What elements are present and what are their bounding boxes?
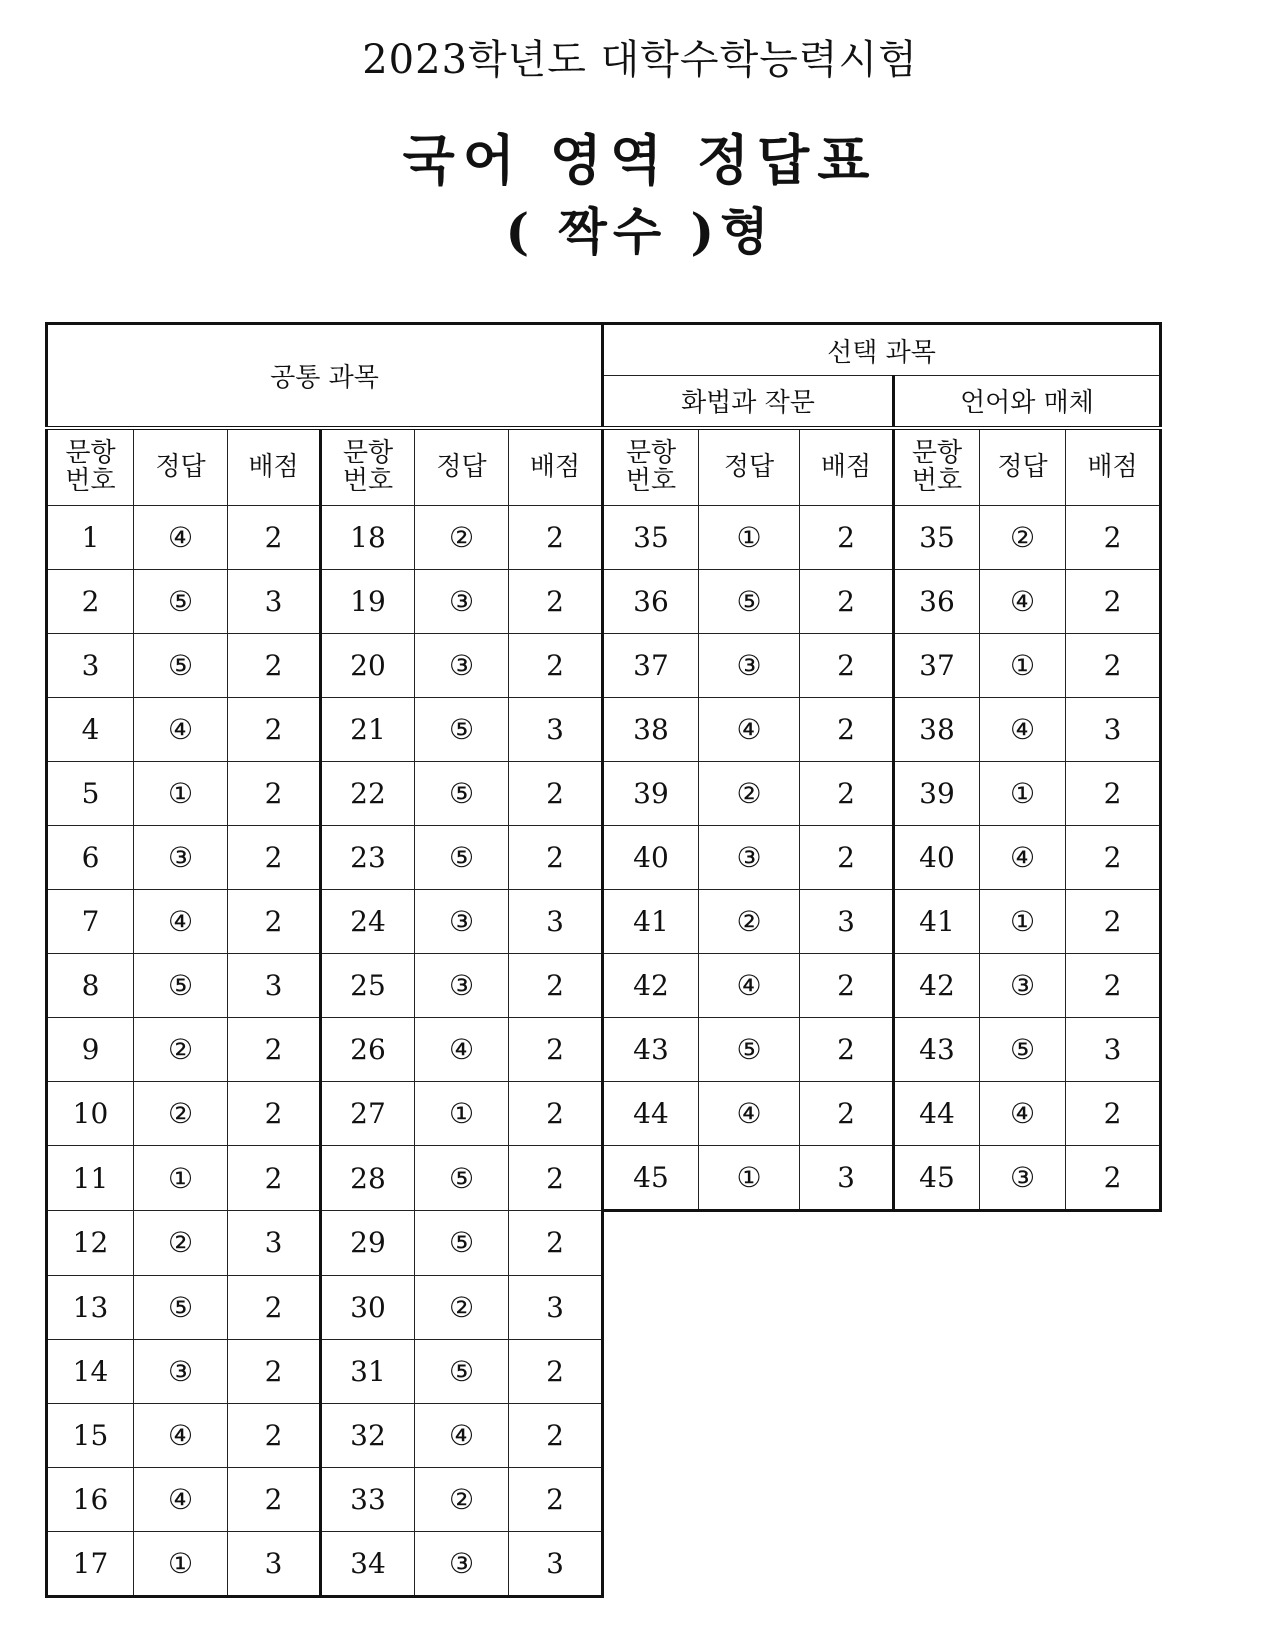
table-row bbox=[47, 1146, 1161, 1211]
speech-writing-score-cell: 2 bbox=[800, 634, 894, 698]
common-right-score-cell: 3 bbox=[509, 1531, 603, 1596]
empty-cell bbox=[1066, 1403, 1161, 1467]
speech-writing-answer-cell: ② bbox=[699, 762, 800, 826]
common-left-score-header: 배점 bbox=[228, 428, 321, 506]
language-media-score-cell: 3 bbox=[1066, 1018, 1161, 1082]
speech-writing-answer-cell: ⑤ bbox=[699, 1018, 800, 1082]
speech-writing-score-cell: 2 bbox=[800, 762, 894, 826]
common-left-answer-cell: ④ bbox=[134, 1467, 228, 1531]
empty-cell bbox=[980, 1531, 1066, 1596]
common-left-number-cell: 8 bbox=[47, 954, 134, 1018]
language-media-number-cell: 44 bbox=[894, 1082, 980, 1146]
empty-cell bbox=[699, 1531, 800, 1596]
common-left-score-cell: 2 bbox=[228, 1467, 321, 1531]
common-left-score-cell: 2 bbox=[228, 698, 321, 762]
empty-cell bbox=[800, 1403, 894, 1467]
exam-title: 2023학년도 대학수학능력시험 bbox=[362, 37, 918, 83]
speech-writing-number-cell: 41 bbox=[603, 890, 699, 954]
language-media-score-header: 배점 bbox=[1066, 428, 1161, 506]
empty-cell bbox=[894, 1403, 980, 1467]
empty-cell bbox=[699, 1211, 800, 1276]
empty-cell bbox=[980, 1467, 1066, 1531]
common-right-number-cell: 25 bbox=[321, 954, 415, 1018]
common-left-score-cell: 2 bbox=[228, 506, 321, 570]
table-row bbox=[47, 1467, 1161, 1531]
common-left-number-cell: 15 bbox=[47, 1403, 134, 1467]
table-row bbox=[47, 826, 1161, 890]
common-left-number-cell: 5 bbox=[47, 762, 134, 826]
common-right-number-header: 문항 번호 bbox=[321, 428, 415, 506]
table-row bbox=[47, 634, 1161, 698]
common-right-score-cell: 3 bbox=[509, 890, 603, 954]
speech-writing-number-cell: 45 bbox=[603, 1146, 699, 1211]
empty-cell bbox=[800, 1531, 894, 1596]
speech-writing-answer-cell: ④ bbox=[699, 1082, 800, 1146]
language-media-answer-cell: ④ bbox=[980, 698, 1066, 762]
language-media-score-cell: 2 bbox=[1066, 762, 1161, 826]
common-right-answer-cell: ⑤ bbox=[415, 826, 509, 890]
common-subject-header: 공통 과목 bbox=[47, 324, 603, 428]
common-right-score-cell: 2 bbox=[509, 1018, 603, 1082]
empty-cell bbox=[800, 1211, 894, 1276]
common-right-number-cell: 24 bbox=[321, 890, 415, 954]
language-media-number-cell: 37 bbox=[894, 634, 980, 698]
common-left-number-cell: 7 bbox=[47, 890, 134, 954]
speech-writing-answer-cell: ① bbox=[699, 506, 800, 570]
language-media-number-header: 문항 번호 bbox=[894, 428, 980, 506]
common-right-number-cell: 27 bbox=[321, 1082, 415, 1146]
speech-writing-score-cell: 2 bbox=[800, 954, 894, 1018]
common-left-score-cell: 3 bbox=[228, 954, 321, 1018]
table-row bbox=[47, 1082, 1161, 1146]
empty-cell bbox=[800, 1339, 894, 1403]
language-media-score-cell: 2 bbox=[1066, 1082, 1161, 1146]
common-left-answer-cell: ② bbox=[134, 1018, 228, 1082]
language-media-answer-cell: ④ bbox=[980, 570, 1066, 634]
common-left-answer-cell: ④ bbox=[134, 698, 228, 762]
empty-cell bbox=[894, 1467, 980, 1531]
speech-writing-score-cell: 2 bbox=[800, 698, 894, 762]
speech-writing-answer-cell: ④ bbox=[699, 698, 800, 762]
language-media-number-cell: 36 bbox=[894, 570, 980, 634]
table-row bbox=[47, 506, 1161, 570]
common-left-score-cell: 2 bbox=[228, 1082, 321, 1146]
common-right-answer-cell: ③ bbox=[415, 1531, 509, 1596]
language-media-answer-cell: ① bbox=[980, 634, 1066, 698]
empty-cell bbox=[1066, 1211, 1161, 1276]
common-left-number-cell: 16 bbox=[47, 1467, 134, 1531]
common-right-number-cell: 30 bbox=[321, 1275, 415, 1339]
table-row bbox=[47, 1275, 1161, 1339]
speech-writing-score-header: 배점 bbox=[800, 428, 894, 506]
empty-cell bbox=[894, 1275, 980, 1339]
common-right-score-cell: 2 bbox=[509, 762, 603, 826]
common-left-number-cell: 14 bbox=[47, 1339, 134, 1403]
empty-cell bbox=[980, 1211, 1066, 1276]
empty-cell bbox=[894, 1339, 980, 1403]
common-left-answer-cell: ⑤ bbox=[134, 954, 228, 1018]
language-media-answer-cell: ③ bbox=[980, 954, 1066, 1018]
table-row bbox=[47, 762, 1161, 826]
common-right-number-cell: 21 bbox=[321, 698, 415, 762]
common-left-number-cell: 4 bbox=[47, 698, 134, 762]
common-right-number-cell: 32 bbox=[321, 1403, 415, 1467]
empty-cell bbox=[980, 1403, 1066, 1467]
common-right-score-cell: 2 bbox=[509, 1467, 603, 1531]
common-left-number-header: 문항 번호 bbox=[47, 428, 134, 506]
common-right-answer-cell: ② bbox=[415, 1275, 509, 1339]
common-right-score-cell: 2 bbox=[509, 570, 603, 634]
speech-writing-score-cell: 2 bbox=[800, 1018, 894, 1082]
empty-cell bbox=[980, 1339, 1066, 1403]
speech-writing-number-cell: 36 bbox=[603, 570, 699, 634]
speech-writing-answer-cell: ② bbox=[699, 890, 800, 954]
speech-writing-header: 화법과 작문 bbox=[603, 376, 894, 428]
language-media-score-cell: 2 bbox=[1066, 1146, 1161, 1211]
speech-writing-number-cell: 43 bbox=[603, 1018, 699, 1082]
language-media-answer-cell: ③ bbox=[980, 1146, 1066, 1211]
language-media-score-cell: 2 bbox=[1066, 954, 1161, 1018]
empty-cell bbox=[1066, 1467, 1161, 1531]
language-media-answer-cell: ⑤ bbox=[980, 1018, 1066, 1082]
empty-cell bbox=[980, 1275, 1066, 1339]
language-media-answer-header: 정답 bbox=[980, 428, 1066, 506]
common-right-score-cell: 3 bbox=[509, 1275, 603, 1339]
common-right-answer-cell: ⑤ bbox=[415, 1339, 509, 1403]
empty-cell bbox=[603, 1531, 699, 1596]
empty-cell bbox=[894, 1531, 980, 1596]
language-media-answer-cell: ② bbox=[980, 506, 1066, 570]
common-left-answer-cell: ③ bbox=[134, 1339, 228, 1403]
common-left-answer-cell: ④ bbox=[134, 506, 228, 570]
speech-writing-number-cell: 42 bbox=[603, 954, 699, 1018]
empty-cell bbox=[699, 1467, 800, 1531]
speech-writing-answer-cell: ③ bbox=[699, 634, 800, 698]
empty-cell bbox=[603, 1275, 699, 1339]
common-right-answer-cell: ⑤ bbox=[415, 762, 509, 826]
speech-writing-answer-cell: ④ bbox=[699, 954, 800, 1018]
common-left-score-cell: 2 bbox=[228, 1339, 321, 1403]
common-left-score-cell: 2 bbox=[228, 826, 321, 890]
empty-cell bbox=[800, 1275, 894, 1339]
common-right-score-cell: 2 bbox=[509, 634, 603, 698]
common-right-number-cell: 26 bbox=[321, 1018, 415, 1082]
language-media-header: 언어와 매체 bbox=[894, 376, 1161, 428]
speech-writing-number-cell: 40 bbox=[603, 826, 699, 890]
common-left-answer-cell: ① bbox=[134, 1531, 228, 1596]
common-right-score-cell: 3 bbox=[509, 698, 603, 762]
common-right-number-cell: 29 bbox=[321, 1211, 415, 1276]
table-row bbox=[47, 570, 1161, 634]
subject-title: 국어 영역 정답표 bbox=[402, 128, 878, 192]
common-left-score-cell: 2 bbox=[228, 1018, 321, 1082]
language-media-answer-cell: ① bbox=[980, 890, 1066, 954]
table-row bbox=[47, 1531, 1161, 1596]
common-left-number-cell: 12 bbox=[47, 1211, 134, 1276]
common-right-number-cell: 18 bbox=[321, 506, 415, 570]
speech-writing-score-cell: 2 bbox=[800, 570, 894, 634]
common-left-number-cell: 9 bbox=[47, 1018, 134, 1082]
empty-cell bbox=[603, 1339, 699, 1403]
common-left-answer-cell: ③ bbox=[134, 826, 228, 890]
common-right-answer-cell: ② bbox=[415, 506, 509, 570]
speech-writing-answer-cell: ⑤ bbox=[699, 570, 800, 634]
common-right-number-cell: 19 bbox=[321, 570, 415, 634]
common-left-number-cell: 6 bbox=[47, 826, 134, 890]
common-right-number-cell: 28 bbox=[321, 1146, 415, 1211]
language-media-number-cell: 43 bbox=[894, 1018, 980, 1082]
common-left-answer-cell: ① bbox=[134, 762, 228, 826]
common-right-answer-cell: ③ bbox=[415, 890, 509, 954]
common-left-number-cell: 13 bbox=[47, 1275, 134, 1339]
language-media-answer-cell: ④ bbox=[980, 826, 1066, 890]
common-right-answer-cell: ② bbox=[415, 1467, 509, 1531]
common-right-score-header: 배점 bbox=[509, 428, 603, 506]
common-right-answer-cell: ③ bbox=[415, 570, 509, 634]
empty-cell bbox=[894, 1211, 980, 1276]
form-type: ( 짝수 )형 bbox=[505, 202, 775, 261]
language-media-answer-cell: ④ bbox=[980, 1082, 1066, 1146]
empty-cell bbox=[1066, 1531, 1161, 1596]
common-left-score-cell: 3 bbox=[228, 1531, 321, 1596]
language-media-number-cell: 35 bbox=[894, 506, 980, 570]
common-left-number-cell: 2 bbox=[47, 570, 134, 634]
common-left-number-cell: 11 bbox=[47, 1146, 134, 1211]
elective-subject-header: 선택 과목 bbox=[603, 324, 1161, 376]
language-media-score-cell: 2 bbox=[1066, 826, 1161, 890]
speech-writing-answer-cell: ① bbox=[699, 1146, 800, 1211]
speech-writing-number-cell: 44 bbox=[603, 1082, 699, 1146]
common-left-number-cell: 17 bbox=[47, 1531, 134, 1596]
common-right-score-cell: 2 bbox=[509, 1082, 603, 1146]
empty-cell bbox=[699, 1339, 800, 1403]
common-right-score-cell: 2 bbox=[509, 1211, 603, 1276]
language-media-score-cell: 2 bbox=[1066, 890, 1161, 954]
common-right-answer-cell: ⑤ bbox=[415, 1146, 509, 1211]
language-media-number-cell: 42 bbox=[894, 954, 980, 1018]
common-right-answer-cell: ④ bbox=[415, 1018, 509, 1082]
speech-writing-score-cell: 3 bbox=[800, 890, 894, 954]
common-left-answer-header: 정답 bbox=[134, 428, 228, 506]
common-right-number-cell: 33 bbox=[321, 1467, 415, 1531]
common-left-answer-cell: ① bbox=[134, 1146, 228, 1211]
table-row bbox=[47, 1403, 1161, 1467]
common-left-answer-cell: ④ bbox=[134, 890, 228, 954]
language-media-score-cell: 3 bbox=[1066, 698, 1161, 762]
table-row bbox=[47, 954, 1161, 1018]
speech-writing-score-cell: 3 bbox=[800, 1146, 894, 1211]
speech-writing-score-cell: 2 bbox=[800, 1082, 894, 1146]
common-left-answer-cell: ⑤ bbox=[134, 1275, 228, 1339]
common-right-answer-cell: ⑤ bbox=[415, 698, 509, 762]
speech-writing-number-header: 문항 번호 bbox=[603, 428, 699, 506]
common-right-answer-cell: ③ bbox=[415, 954, 509, 1018]
common-right-score-cell: 2 bbox=[509, 954, 603, 1018]
common-left-score-cell: 2 bbox=[228, 1403, 321, 1467]
language-media-score-cell: 2 bbox=[1066, 634, 1161, 698]
empty-cell bbox=[603, 1403, 699, 1467]
speech-writing-score-cell: 2 bbox=[800, 506, 894, 570]
language-media-number-cell: 45 bbox=[894, 1146, 980, 1211]
common-left-score-cell: 2 bbox=[228, 1275, 321, 1339]
common-right-number-cell: 34 bbox=[321, 1531, 415, 1596]
speech-writing-number-cell: 39 bbox=[603, 762, 699, 826]
language-media-score-cell: 2 bbox=[1066, 506, 1161, 570]
common-left-score-cell: 3 bbox=[228, 570, 321, 634]
language-media-number-cell: 38 bbox=[894, 698, 980, 762]
common-right-score-cell: 2 bbox=[509, 826, 603, 890]
common-left-score-cell: 2 bbox=[228, 634, 321, 698]
common-right-answer-header: 정답 bbox=[415, 428, 509, 506]
language-media-number-cell: 40 bbox=[894, 826, 980, 890]
table-row bbox=[47, 1018, 1161, 1082]
common-left-answer-cell: ② bbox=[134, 1211, 228, 1276]
common-right-score-cell: 2 bbox=[509, 1146, 603, 1211]
common-right-answer-cell: ④ bbox=[415, 1403, 509, 1467]
common-left-number-cell: 3 bbox=[47, 634, 134, 698]
common-right-answer-cell: ③ bbox=[415, 634, 509, 698]
empty-cell bbox=[800, 1467, 894, 1531]
common-left-answer-cell: ④ bbox=[134, 1403, 228, 1467]
common-right-score-cell: 2 bbox=[509, 1339, 603, 1403]
common-right-answer-cell: ① bbox=[415, 1082, 509, 1146]
common-right-score-cell: 2 bbox=[509, 506, 603, 570]
language-media-number-cell: 41 bbox=[894, 890, 980, 954]
empty-cell bbox=[699, 1275, 800, 1339]
speech-writing-number-cell: 35 bbox=[603, 506, 699, 570]
common-left-answer-cell: ⑤ bbox=[134, 634, 228, 698]
language-media-answer-cell: ① bbox=[980, 762, 1066, 826]
speech-writing-score-cell: 2 bbox=[800, 826, 894, 890]
speech-writing-number-cell: 38 bbox=[603, 698, 699, 762]
empty-cell bbox=[603, 1467, 699, 1531]
language-media-score-cell: 2 bbox=[1066, 570, 1161, 634]
table-row bbox=[47, 890, 1161, 954]
common-right-number-cell: 23 bbox=[321, 826, 415, 890]
common-left-score-cell: 2 bbox=[228, 1146, 321, 1211]
speech-writing-answer-header: 정답 bbox=[699, 428, 800, 506]
common-right-answer-cell: ⑤ bbox=[415, 1211, 509, 1276]
empty-cell bbox=[603, 1211, 699, 1276]
common-left-score-cell: 2 bbox=[228, 762, 321, 826]
common-right-number-cell: 20 bbox=[321, 634, 415, 698]
table-row bbox=[47, 698, 1161, 762]
table-row bbox=[47, 1339, 1161, 1403]
common-right-number-cell: 22 bbox=[321, 762, 415, 826]
speech-writing-number-cell: 37 bbox=[603, 634, 699, 698]
table-row bbox=[47, 1211, 1161, 1276]
common-left-answer-cell: ⑤ bbox=[134, 570, 228, 634]
common-left-answer-cell: ② bbox=[134, 1082, 228, 1146]
common-left-score-cell: 2 bbox=[228, 890, 321, 954]
common-left-score-cell: 3 bbox=[228, 1211, 321, 1276]
common-right-number-cell: 31 bbox=[321, 1339, 415, 1403]
empty-cell bbox=[1066, 1275, 1161, 1339]
language-media-number-cell: 39 bbox=[894, 762, 980, 826]
answer-table bbox=[45, 322, 1162, 1598]
common-right-score-cell: 2 bbox=[509, 1403, 603, 1467]
common-left-number-cell: 1 bbox=[47, 506, 134, 570]
empty-cell bbox=[1066, 1339, 1161, 1403]
speech-writing-answer-cell: ③ bbox=[699, 826, 800, 890]
empty-cell bbox=[699, 1403, 800, 1467]
common-left-number-cell: 10 bbox=[47, 1082, 134, 1146]
